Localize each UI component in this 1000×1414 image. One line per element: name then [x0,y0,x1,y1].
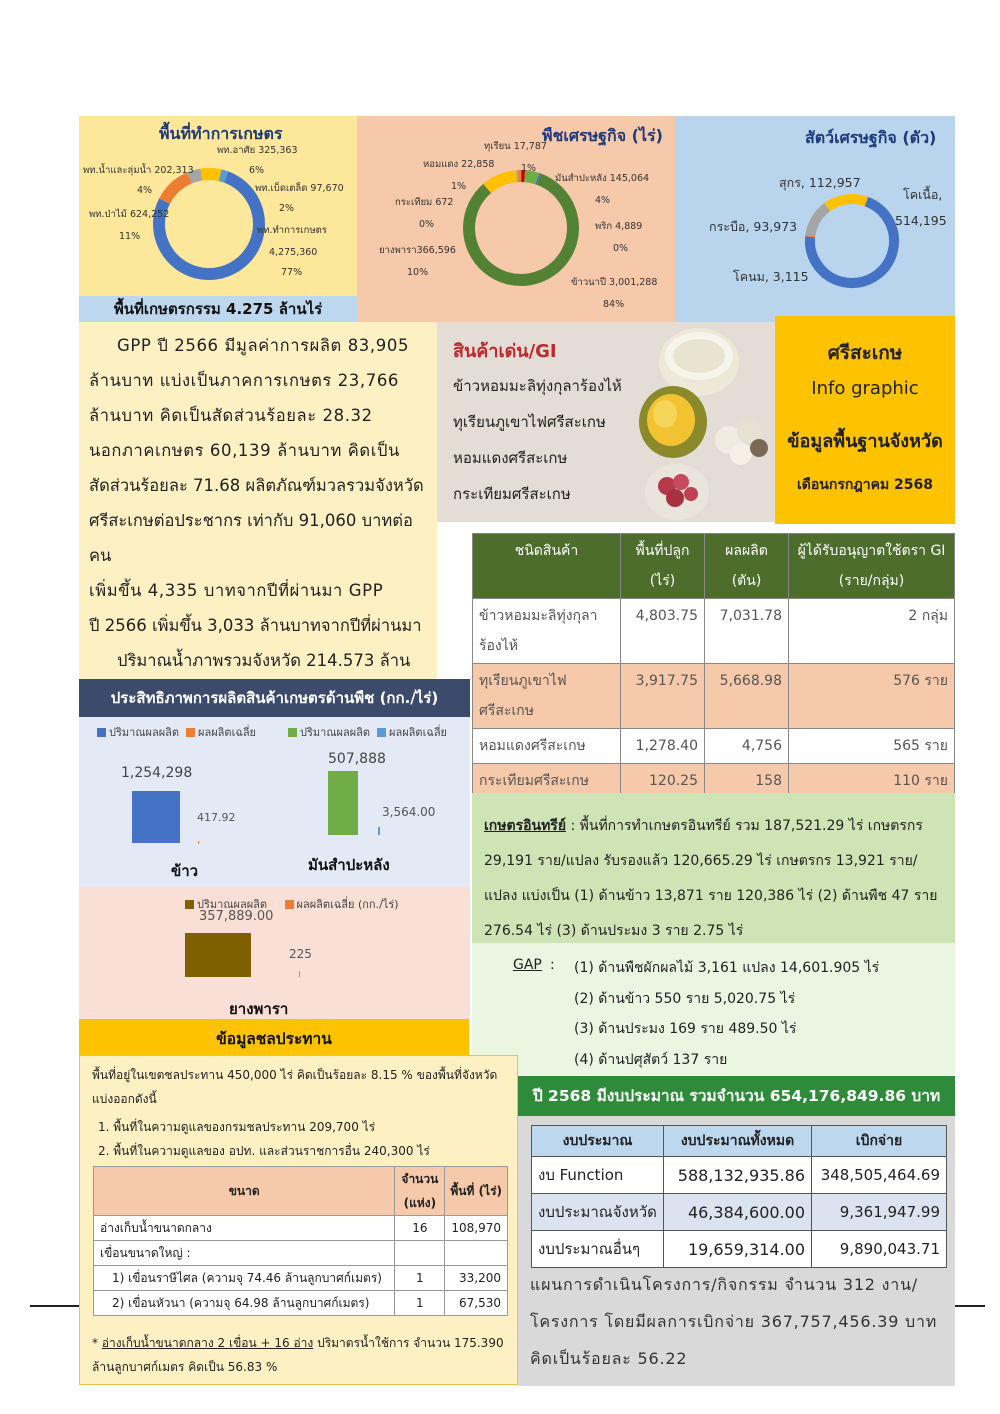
table-row [473,729,955,764]
budget-cell-disbursed: 348,505,464.69 [812,1157,947,1194]
land-slice [165,178,190,201]
land-misc-pct: 2% [279,203,295,214]
gap-line-4: (4) ด้านปศุสัตว์ 137 ราย [574,1052,728,1068]
crop-cassava-label: มันสำปะหลัง 145,064 [555,173,650,184]
rice-qty-bar [132,791,180,843]
gi-cell-area: 120.25 [621,764,705,799]
gpp-summary-panel [79,322,437,679]
crop-chili-label: พริก 4,889 [595,221,643,232]
cassava-avg-label: 3,564.00 [382,805,436,819]
organic-text: : พื้นที่การทำเกษตรอินทรีย์ รวม 187,521.29 ไร่ เกษตรกร 29,191 ราย/แปลง รับรองแล้ว 120,665.29 ไร่ เกษตรกร 13,921 ราย/แปลง แบ่งเป็น (1) ด้านข้าว 13,871 ราย 120,386 ไร่ (2) ด้านพืช 47 ราย 276.54 ไร่ (3) ด้านประมง 3 ราย 2.75 ไร่ [484,818,938,939]
table-row [94,1216,508,1241]
livestock-slice [810,207,827,236]
livestock-pig-label: สุกร, 112,957 [779,175,861,190]
irrigation-table [93,1166,508,1316]
organic-label: เกษตรอินทรีย์ [484,818,567,834]
gi-cell-licensees: 576 ราย [789,664,955,729]
livestock-beef-value: 514,195 [895,213,947,228]
legend-square-icon [185,900,194,909]
land-water-pct: 4% [137,185,153,196]
rubber-avg-bar [299,971,300,977]
land-slice [220,175,226,177]
land-donut-chart [149,164,269,284]
land-residential-pct: 6% [249,165,265,176]
rice-efficiency-chart [79,717,280,887]
table-row [532,1231,947,1268]
gi-col-product: ชนิดสินค้า [473,534,621,599]
irr-col-area: พื้นที่ (ไร่) [445,1167,508,1216]
livestock-slice [827,199,866,207]
gpp-line-8: ปี 2566 เพิ่มขึ้น 3,033 ล้านบาทจากปีที่ผ่านมา [89,616,422,635]
crop-rubber-label: ยางพารา366,596 [379,245,456,256]
crops-title: พืชเศรษฐกิจ (ไร่) [542,126,663,145]
gap-colon: : [550,957,555,973]
budget-cell-total: 19,659,314.00 [664,1231,812,1268]
irrigation-intro-1: พื้นที่อยู่ในเขตชลประทาน 450,000 ไร่ คิดเป็นร้อยละ 8.15 % ของพื้นที่จังหวัด [92,1068,498,1082]
gi-col-licensees: ผู้ได้รับอนุญาตใช้ตรา GI (ราย/กลุ่ม) [789,534,955,599]
crop-durian-pct: 1% [521,163,537,174]
crop-rice-pct: 84% [603,299,625,310]
rice-qty-label: 1,254,298 [121,765,193,781]
crop-chili-pct: 0% [613,243,629,254]
infographic-label: Info graphic [811,378,919,399]
cassava-efficiency-chart [280,717,470,887]
irr-cell-size: อ่างเก็บน้ำขนาดกลาง [94,1216,395,1241]
crop-efficiency-header: ประสิทธิภาพการผลิตสินค้าเกษตรด้านพืช (กก./ไร่) [79,679,470,717]
land-residential-label: พท.อาศัย 325,363 [217,145,298,156]
gi-cell-licensees: 2 กลุ่ม [789,599,955,664]
table-row [94,1266,508,1291]
budget-cell-total: 46,384,600.00 [664,1194,812,1231]
livestock-buffalo-label: กระบือ, 93,973 [709,219,798,234]
land-slice [201,174,220,175]
gi-cell-area: 1,278.40 [621,729,705,764]
crop-shallot-pct: 1% [451,181,467,192]
gi-cell-product: ทุเรียนภูเขาไฟศรีสะเกษ [473,664,621,729]
gi-cell-output: 158 [705,764,789,799]
land-forest-label: พท.ป่าไม้ 624,252 [89,209,170,220]
gap-label: GAP [513,957,542,973]
infographic-date: เดือนกรกฎาคม 2568 [796,477,934,493]
irrigation-note-2: ล้านลูกบาศก์เมตร คิดเป็น 56.83 % [92,1360,278,1374]
gi-cell-licensees: 565 ราย [789,729,955,764]
gi-cell-product: กระเทียมศรีสะเกษ [473,764,621,799]
water-volume-line: ปริมาณน้ำภาพรวมจังหวัด 214.573 ล้าน [117,651,411,670]
budget-table-header [532,1126,947,1157]
budget-cell-total: 588,132,935.86 [664,1157,812,1194]
budget-col-disbursed: เบิกจ่าย [812,1126,947,1157]
crop-cassava-pct: 4% [595,195,611,206]
budget-table [531,1125,947,1268]
irrigation-note: * อ่างเก็บน้ำขนาดกลาง 2 เขื่อน + 16 อ่าง ปริมาตรน้ำใช้การ จำนวน 175.390 [92,1336,504,1350]
gpp-line-5: สัดส่วนร้อยละ 71.68 ผลิตภัณฑ์มวลรวมจังหวัด [89,476,424,495]
crop-garlic-label: กระเทียม 672 [395,197,454,208]
rice-bowl-icon [659,328,739,396]
gpp-line-7: เพิ่มขึ้น 4,335 บาทจากปีที่ผ่านมา GPP [89,581,384,600]
rubber-efficiency-chart [79,887,470,1019]
rice-avg-label: 417.92 [197,811,236,824]
budget-cell-type: งบประมาณจังหวัด [532,1194,664,1231]
rice-avg-bar [198,841,199,844]
gpp-line-3: ล้านบาท คิดเป็นสัดส่วนร้อยละ 28.32 [89,406,373,425]
budget-col-total: งบประมาณทั้งหมด [664,1126,812,1157]
gi-production-table [472,533,955,799]
shallot-icon [645,464,709,520]
livestock-dairy-label: โคนม, 3,115 [733,269,809,284]
gap-line-1: (1) ด้านพืชผักผลไม้ 3,161 แปลง 14,601.905 ไร่ [574,960,880,976]
irrigation-table-header [94,1167,508,1216]
land-use-panel [79,116,357,322]
gi-cell-output: 5,668.98 [705,664,789,729]
irrigation-intro-2: แบ่งออกดังนี้ [92,1092,157,1106]
gpp-line-6: ศรีสะเกษต่อประชากร เท่ากับ 91,060 บาทต่อคน [89,511,413,565]
land-agri-label: พท.ทำการเกษตร [257,225,327,236]
gi-col-output: ผลผลิต (ตัน) [705,534,789,599]
cassava-qty-bar [328,771,358,835]
table-row [532,1194,947,1231]
land-agri-value: 4,275,360 [269,247,318,258]
livestock-panel [675,116,955,322]
table-row [473,664,955,729]
budget-header: ปี 2568 มีงบประมาณ รวมจำนวน 654,176,849.86 บาท [518,1076,955,1116]
divider-line-left [30,1305,80,1307]
land-forest-pct: 11% [119,231,141,242]
agri-area-strip: พื้นที่เกษตรกรรม 4.275 ล้านไร่ [79,296,357,322]
infographic-subtitle: ข้อมูลพื้นฐานจังหวัด [787,431,943,452]
irr-col-size: ขนาด [94,1167,395,1216]
rubber-qty-bar [185,933,251,977]
irr-cell-count: 1 [395,1291,445,1316]
organic-farming-panel [472,793,955,943]
budget-panel [518,1116,955,1386]
gi-product-illustration [637,322,775,522]
irr-cell-area: 33,200 [445,1266,508,1291]
cassava-legend: ปริมาณผลผลิต ผลผลิตเฉลี่ย [288,723,447,741]
irr-cell-count: 1 [395,1266,445,1291]
table-row [94,1241,508,1266]
irr-cell-area: 67,530 [445,1291,508,1316]
crop-rice-label: ข้าวนาปี 3,001,288 [571,277,658,288]
gpp-line-1: GPP ปี 2566 มีมูลค่าการผลิต 83,905 [117,336,410,355]
gi-cell-output: 4,756 [705,729,789,764]
gi-item-shallot: หอมแดงศรีสะเกษ [453,449,568,467]
land-misc-label: พท.เบ็ดเตล็ด 97,670 [255,183,344,194]
crop-slice [469,179,573,280]
table-row [532,1157,947,1194]
legend-square-icon [288,728,297,737]
irr-cell-count: 16 [395,1216,445,1241]
budget-cell-disbursed: 9,361,947.99 [812,1194,947,1231]
budget-cell-type: งบ Function [532,1157,664,1194]
gpp-line-2: ล้านบาท แบ่งเป็นภาคการเกษตร 23,766 [89,371,400,390]
crop-slice [525,176,538,178]
budget-summary-text: แผนการดำเนินโครงการ/กิจกรรม จำนวน 312 งาน/โครงการ โดยมีผลการเบิกจ่าย 367,757,456.39 บาท คิดเป็นร้อยละ 56.22 [530,1275,938,1368]
gi-cell-area: 3,917.75 [621,664,705,729]
irr-cell-size: เขื่อนขนาดใหญ่ : [94,1241,395,1266]
province-name: ศรีสะเกษ [827,342,903,364]
irr-col-count: จำนวน (แห่ง) [395,1167,445,1216]
irr-cell-size: 2) เขื่อนหัวนา (ความจุ 64.98 ล้านลูกบาศก์เมตร) [94,1291,395,1316]
economic-crops-panel [357,116,675,322]
gi-col-area: พื้นที่ปลูก (ไร่) [621,534,705,599]
table-row [94,1291,508,1316]
crop-garlic-pct: 0% [419,219,435,230]
cassava-avg-bar [378,827,380,835]
gi-table-header [473,534,955,599]
gi-item-durian: ทุเรียนภูเขาไฟศรีสะเกษ [453,413,606,431]
rubber-caption: ยางพารา [229,1000,289,1018]
gpp-line-4: นอกภาคเกษตร 60,139 ล้านบาท คิดเป็น [89,441,400,460]
gi-title: สินค้าเด่น/GI [453,341,557,362]
cassava-caption: มันสำปะหลัง [308,856,390,874]
gi-cell-output: 7,031.78 [705,599,789,664]
rice-caption: ข้าว [171,862,199,880]
divider-line-right [955,1305,985,1307]
gi-item-rice: ข้าวหอมมะลิทุ่งกุลาร้องไห้ [453,377,622,395]
gap-panel [472,943,955,1075]
gi-cell-product: หอมแดงศรีสะเกษ [473,729,621,764]
irrigation-header: ข้อมูลชลประทาน [79,1019,469,1055]
gi-cell-area: 4,803.75 [621,599,705,664]
legend-square-icon [285,900,294,909]
crop-slice [487,176,516,188]
gap-line-2: (2) ด้านข้าว 550 ราย 5,020.75 ไร่ [574,991,796,1007]
rice-legend: ปริมาณผลผลิต ผลผลิตเฉลี่ย [97,723,256,741]
crop-durian-label: ทุเรียน 17,787 [484,141,547,152]
livestock-beef-label: โคเนื้อ, [903,187,943,202]
rubber-legend: ปริมาณผลผลิต ผลผลิตเฉลี่ย (กก./ไร่) [185,895,399,913]
durian-icon [639,386,707,458]
irr-cell-area [445,1241,508,1266]
gi-cell-licensees: 110 ราย [789,764,955,799]
crop-slice [537,179,539,180]
crop-rubber-pct: 10% [407,267,429,278]
land-use-title: พื้นที่ทำการเกษตร [159,124,283,143]
infographic-title-box [775,316,955,524]
budget-cell-type: งบประมาณอื่นๆ [532,1231,664,1268]
garlic-icon [715,420,768,465]
legend-square-icon [377,728,386,737]
land-water-label: พท.น้ำและลุ่มน้ำ 202,313 [83,165,194,176]
budget-col-type: งบประมาณ [532,1126,664,1157]
irrigation-panel [79,1055,518,1385]
cassava-qty-label: 507,888 [328,751,386,767]
irrigation-item-2: 2. พื้นที่ในความดูแลของ อปท. และส่วนราชการอื่น 240,300 ไร่ [98,1144,430,1158]
livestock-title: สัตว์เศรษฐกิจ (ตัว) [805,128,937,147]
irr-cell-area: 108,970 [445,1216,508,1241]
irr-cell-size: 1) เขื่อนราษีไศล (ความจุ 74.46 ล้านลูกบาศก์เมตร) [94,1266,395,1291]
crop-shallot-label: หอมแดง 22,858 [423,159,495,170]
rubber-qty-label: 357,889.00 [199,909,274,924]
gi-cell-product: ข้าวหอมมะลิทุ่งกุลาร้องไห้ [473,599,621,664]
budget-cell-disbursed: 9,890,043.71 [812,1231,947,1268]
gi-products-panel [437,322,775,522]
rubber-avg-label: 225 [289,947,312,961]
irr-cell-count [395,1241,445,1266]
gi-item-garlic: กระเทียมศรีสะเกษ [453,485,571,503]
irrigation-item-1: 1. พื้นที่ในความดูแลของกรมชลประทาน 209,700 ไร่ [98,1120,376,1134]
gap-line-3: (3) ด้านประมง 169 ราย 489.50 ไร่ [574,1021,797,1037]
land-agri-pct: 77% [281,267,303,278]
legend-square-icon [186,728,195,737]
legend-square-icon [97,728,106,737]
table-row [473,599,955,664]
livestock-donut-chart [801,190,903,292]
